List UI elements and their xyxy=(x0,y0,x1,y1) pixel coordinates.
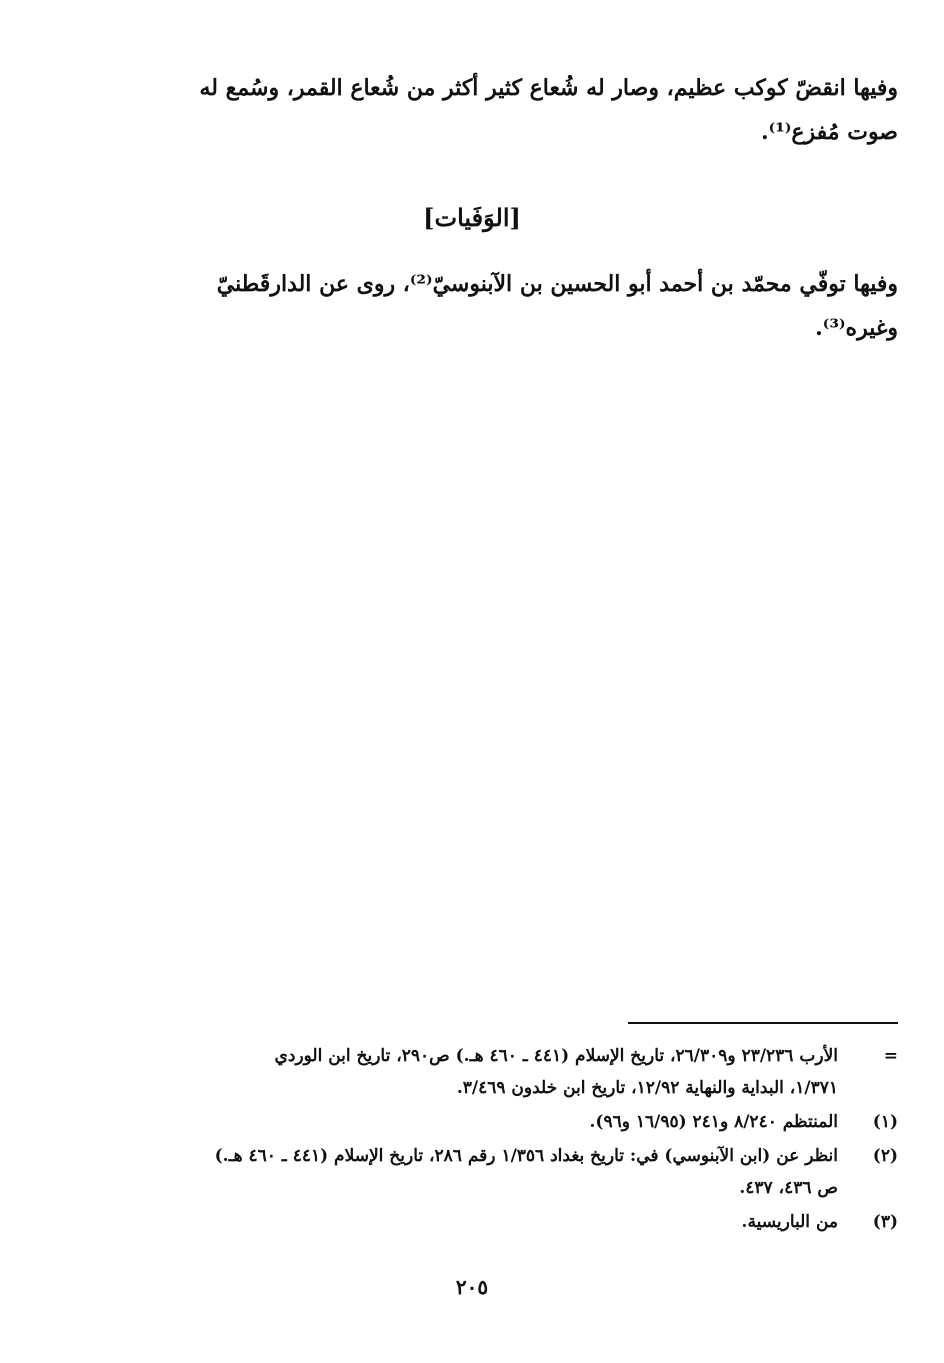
footnote-line: من الباريسية. xyxy=(741,1212,838,1232)
footnote-1 xyxy=(88,1106,898,1138)
footnote-text xyxy=(88,1040,838,1104)
footnote-continued xyxy=(88,1040,898,1104)
footnote-marker: (٣) xyxy=(872,1212,898,1232)
paragraph-deaths-line-2: وغيره⁽³⁾. xyxy=(815,315,898,341)
footnote-text xyxy=(88,1206,838,1238)
page-number: ٢٠٥ xyxy=(455,1275,489,1299)
footnote-line: انظر عن (ابن الآبنوسي) في: تاريخ بغداد ١/٣٥٦ رقم ٢٨٦، تاريخ الإسلام (٤٤١ ـ ٤٦٠ هـ.) xyxy=(214,1146,838,1166)
footnote-marker: (٢) xyxy=(872,1146,898,1166)
footnote-text xyxy=(88,1140,838,1204)
paragraph-deaths xyxy=(88,262,898,350)
footnote-3 xyxy=(88,1206,898,1238)
footnote-text xyxy=(88,1106,838,1138)
paragraph-meteor xyxy=(88,66,898,154)
paragraph-meteor-line-2: صوت مُفزع⁽¹⁾. xyxy=(760,119,898,145)
paragraph-deaths-line-1: وفيها توفّي محمّد بن أحمد أبو الحسين بن الآبنوسيّ⁽²⁾، روى عن الدارقَطنيّ xyxy=(216,271,898,297)
section-heading: [الوَفَيات] xyxy=(423,203,521,232)
footnote-separator xyxy=(628,1022,898,1024)
footnote-line: ص ٤٣٦، ٤٣٧. xyxy=(739,1178,838,1198)
footnote-line: الأرب ٢٣/٢٣٦ و٢٦/٣٠٩، تاريخ الإسلام (٤٤١ ـ ٤٦٠ هـ.) ص٢٩٠، تاريخ ابن الوردي xyxy=(274,1046,838,1066)
footnote-marker: = xyxy=(883,1046,898,1066)
footnote-2 xyxy=(88,1140,898,1204)
footnote-marker: (١) xyxy=(872,1112,898,1132)
footnote-line: ١/٣٧١، البداية والنهاية ١٢/٩٢، تاريخ ابن خلدون ٣/٤٦٩. xyxy=(456,1078,838,1098)
paragraph-meteor-line-1: وفيها انقضّ كوكب عظيم، وصار له شُعاع كثير أكثر من شُعاع القمر، وسُمع له xyxy=(199,75,898,101)
footnote-line: المنتظم ٨/٢٤٠ و٢٤١ (١٦/٩٥ و٩٦). xyxy=(589,1112,838,1132)
